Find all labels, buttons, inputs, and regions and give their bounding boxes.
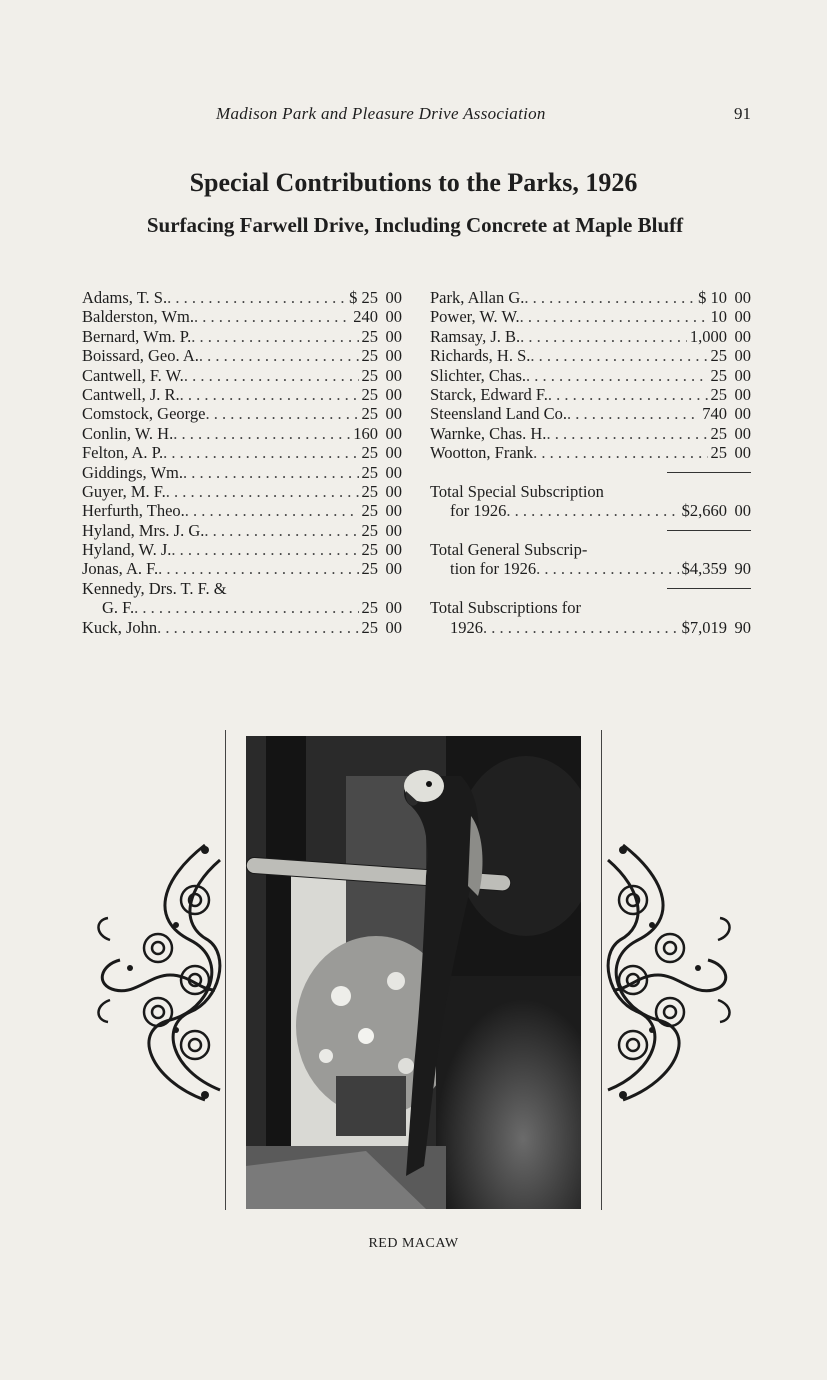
total-value-row	[430, 618, 751, 637]
contributor-name: Starck, Edward F.	[430, 384, 548, 404]
contribution-cents: 00	[385, 559, 402, 579]
leader-dots	[520, 327, 687, 346]
contribution-cents: 00	[385, 481, 402, 501]
contribution-amount: 25	[710, 423, 727, 443]
contributor-name: Power, W. W.	[430, 307, 520, 327]
contributor-name: G. F.	[102, 598, 135, 618]
total-rule	[430, 579, 751, 598]
contributor-name: Slichter, Chas.	[430, 365, 527, 385]
leader-dots	[204, 521, 358, 540]
contributor-name: Ramsay, J. B.	[430, 326, 521, 346]
total-amount: $7,019	[681, 617, 727, 637]
contributor-name: Adams, T. S.	[82, 288, 168, 307]
contribution-cents: 00	[734, 423, 751, 443]
list-item	[82, 559, 402, 578]
total-label-row	[430, 598, 751, 617]
contribution-cents: 00	[385, 384, 402, 404]
total-label-cont: 1926	[450, 617, 483, 637]
leader-dots	[171, 540, 358, 559]
contributor-name: Park, Allan G.	[430, 288, 525, 307]
list-item	[82, 307, 402, 326]
leader-dots	[158, 559, 358, 578]
contribution-amount: 25	[361, 384, 378, 404]
contribution-amount: $ 10	[698, 288, 727, 307]
leader-dots	[520, 307, 708, 326]
running-head	[0, 104, 827, 128]
contribution-cents: 00	[734, 384, 751, 404]
contributor-name: Felton, A. P.	[82, 443, 164, 463]
leader-dots	[184, 366, 359, 385]
list-item	[430, 327, 751, 346]
total-value-row	[430, 501, 751, 520]
contributor-name: Kennedy, Drs. T. F. &	[82, 578, 227, 598]
contribution-cents: 00	[385, 307, 402, 327]
contribution-amount: 740	[702, 404, 727, 424]
page-subheading: Surfacing Farwell Drive, Including Concrete at Maple Bluff	[146, 213, 684, 237]
macaw-photograph	[246, 736, 581, 1209]
contribution-amount: 25	[361, 617, 378, 637]
contributor-name: Bernard, Wm. P.	[82, 326, 192, 346]
list-item	[82, 482, 402, 501]
contributor-name: Hyland, Mrs. J. G.	[82, 520, 205, 540]
scroll-ornament-left	[90, 840, 225, 1105]
list-item	[82, 579, 402, 598]
total-label: Total Special Subscription	[430, 481, 604, 501]
list-item	[82, 463, 402, 482]
running-head-title: Madison Park and Pleasure Drive Association	[216, 104, 546, 123]
contributor-name: Guyer, M. F.	[82, 481, 166, 501]
contribution-amount: 10	[710, 307, 727, 327]
contributor-name: Herfurth, Theo.	[82, 501, 185, 521]
contributors-left-column	[82, 288, 402, 637]
leader-dots	[536, 559, 678, 578]
contribution-amount: 25	[361, 520, 378, 540]
leader-dots	[524, 288, 695, 307]
list-item	[82, 443, 402, 462]
total-value-row	[430, 559, 751, 578]
contribution-amount: 240	[353, 307, 378, 327]
list-item	[82, 618, 402, 637]
contribution-cents: 00	[734, 326, 751, 346]
list-item	[430, 307, 751, 326]
leader-dots	[530, 346, 707, 365]
contribution-amount: 25	[361, 559, 378, 579]
contributor-name: Jonas, A. F.	[82, 559, 159, 579]
leader-dots	[191, 327, 358, 346]
contribution-cents: 00	[734, 288, 751, 307]
list-item	[82, 521, 402, 540]
contribution-cents: 00	[734, 443, 751, 463]
contribution-amount: 25	[710, 346, 727, 366]
total-cents: 00	[734, 501, 751, 521]
leader-dots	[506, 501, 678, 520]
contribution-amount: 25	[361, 598, 378, 618]
total-label: Total General Subscrip-	[430, 540, 588, 560]
contribution-cents: 00	[385, 598, 402, 618]
leader-dots	[567, 404, 699, 423]
contribution-amount: $ 25	[349, 288, 378, 307]
leader-dots	[134, 598, 358, 617]
contribution-amount: 25	[361, 326, 378, 346]
contributor-name: Richards, H. S.	[430, 346, 531, 366]
leader-dots	[546, 424, 707, 443]
contributor-name: Boissard, Geo. A.	[82, 346, 199, 366]
macaw-photo-image	[246, 736, 581, 1209]
list-item	[430, 385, 751, 404]
leader-dots	[183, 463, 359, 482]
frame-rule-left	[225, 730, 226, 1210]
page-number: 91	[734, 104, 751, 123]
list-item	[82, 346, 402, 365]
contributor-name: Cantwell, F. W.	[82, 365, 184, 385]
contributor-name: Wootton, Frank	[430, 443, 534, 463]
leader-dots	[199, 346, 359, 365]
total-label-cont: tion for 1926	[450, 559, 537, 579]
leader-dots	[163, 443, 358, 462]
list-item	[430, 346, 751, 365]
total-label: Total Subscriptions for	[430, 598, 581, 618]
leader-dots	[205, 404, 358, 423]
total-amount: $4,359	[681, 559, 727, 579]
list-item	[82, 288, 402, 307]
contribution-cents: 00	[734, 404, 751, 424]
contribution-amount: 25	[361, 365, 378, 385]
contribution-amount: 25	[361, 462, 378, 482]
photo-caption: RED MACAW	[368, 1236, 459, 1251]
contribution-cents: 00	[385, 326, 402, 346]
list-item	[82, 424, 402, 443]
leader-dots	[157, 618, 358, 637]
contribution-cents: 00	[734, 346, 751, 366]
contribution-cents: 00	[385, 540, 402, 560]
contributor-name: Balderston, Wm.	[82, 307, 194, 327]
contribution-amount: 25	[361, 404, 378, 424]
leader-dots	[194, 307, 350, 326]
list-item	[82, 501, 402, 520]
contribution-cents: 00	[385, 443, 402, 463]
contribution-amount: 1,000	[689, 326, 727, 346]
contribution-cents: 00	[385, 462, 402, 482]
contribution-amount: 25	[710, 365, 727, 385]
total-cents: 90	[734, 617, 751, 637]
list-item	[430, 424, 751, 443]
list-item	[82, 404, 402, 423]
contributors-right-column	[430, 288, 751, 637]
contributor-name: Steensland Land Co.	[430, 404, 568, 424]
list-item	[430, 366, 751, 385]
list-item	[430, 404, 751, 423]
contribution-cents: 00	[734, 307, 751, 327]
scroll-ornament-right	[603, 840, 738, 1105]
contribution-amount: 25	[361, 346, 378, 366]
total-label-row	[430, 482, 751, 501]
total-rule	[430, 463, 751, 482]
leader-dots	[180, 385, 359, 404]
contributor-name: Hyland, W. J.	[82, 540, 172, 560]
contribution-cents: 00	[385, 346, 402, 366]
contribution-amount: 160	[353, 423, 378, 443]
contribution-cents: 00	[385, 423, 402, 443]
contributor-name: Cantwell, J. R.	[82, 384, 180, 404]
list-item	[430, 288, 751, 307]
list-item	[82, 385, 402, 404]
contribution-amount: 25	[361, 481, 378, 501]
list-item	[82, 366, 402, 385]
leader-dots	[173, 424, 350, 443]
contribution-amount: 25	[710, 384, 727, 404]
contribution-cents: 00	[385, 520, 402, 540]
total-amount: $2,660	[681, 501, 727, 521]
leader-dots	[166, 482, 359, 501]
leader-dots	[526, 366, 707, 385]
contributor-name: Giddings, Wm.	[82, 462, 183, 482]
contribution-cents: 00	[385, 365, 402, 385]
contribution-amount: 25	[361, 540, 378, 560]
contribution-cents: 00	[385, 617, 402, 637]
total-label-row	[430, 540, 751, 559]
list-item	[430, 443, 751, 462]
contributor-name: Kuck, John	[82, 617, 158, 637]
leader-dots	[533, 443, 707, 462]
total-label-cont: for 1926	[450, 501, 507, 521]
list-item	[82, 598, 402, 617]
list-item	[82, 327, 402, 346]
leader-dots	[167, 288, 346, 307]
list-item	[82, 540, 402, 559]
contribution-amount: 25	[361, 443, 378, 463]
contribution-cents: 00	[385, 501, 402, 521]
leader-dots	[483, 618, 679, 637]
leader-dots	[185, 501, 359, 520]
contribution-cents: 00	[385, 288, 402, 307]
contributor-name: Comstock, George	[82, 404, 206, 424]
contribution-cents: 00	[734, 365, 751, 385]
contribution-amount: 25	[710, 443, 727, 463]
total-rule	[430, 521, 751, 540]
contribution-amount: 25	[361, 501, 378, 521]
contributor-name: Warnke, Chas. H.	[430, 423, 547, 443]
frame-rule-right	[601, 730, 602, 1210]
page-heading: Special Contributions to the Parks, 1926	[189, 168, 638, 197]
contributor-name: Conlin, W. H.	[82, 423, 174, 443]
leader-dots	[548, 385, 708, 404]
contribution-cents: 00	[385, 404, 402, 424]
total-cents: 90	[734, 559, 751, 579]
